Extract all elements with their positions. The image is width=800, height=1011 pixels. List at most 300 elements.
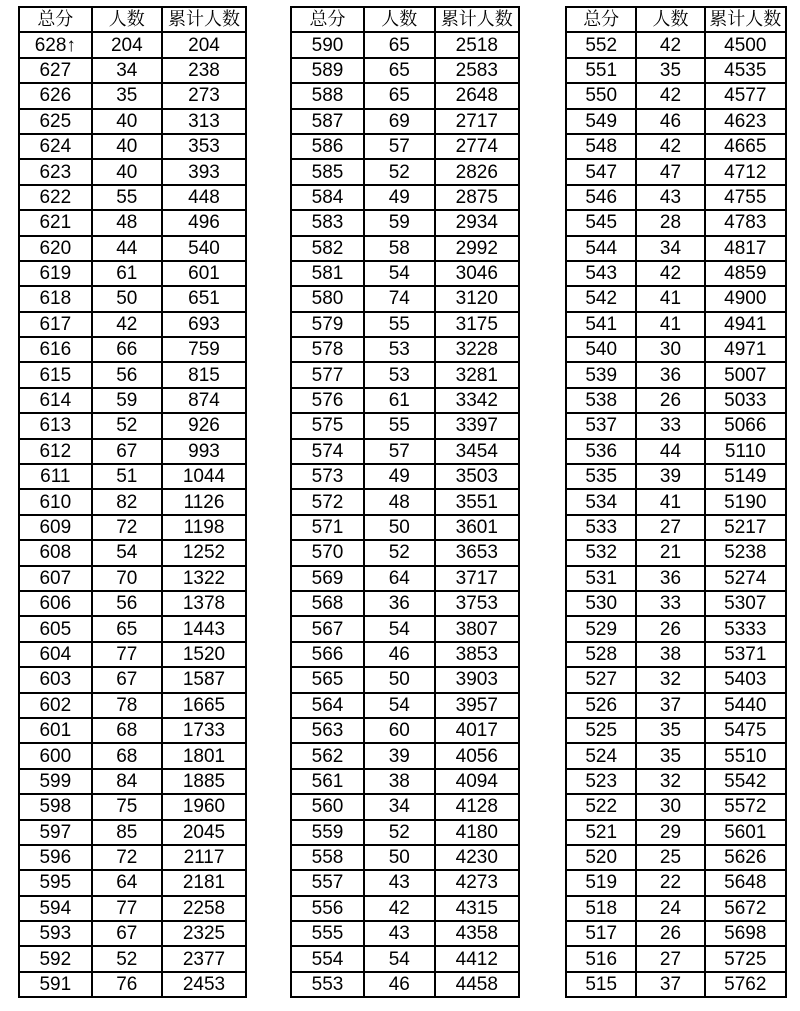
count-cell: 67 xyxy=(92,439,162,464)
count-cell: 33 xyxy=(636,591,704,616)
cumulative-count-cell: 1322 xyxy=(162,566,246,591)
count-cell: 36 xyxy=(636,362,704,387)
cumulative-count-cell: 4665 xyxy=(705,134,786,159)
total-score-cell: 570 xyxy=(291,540,364,565)
table-row xyxy=(291,515,519,540)
cumulative-count-cell: 5542 xyxy=(705,769,786,794)
total-score-cell: 578 xyxy=(291,337,364,362)
cumulative-count-cell: 4623 xyxy=(705,109,786,134)
count-cell: 37 xyxy=(636,693,704,718)
count-cell: 52 xyxy=(92,413,162,438)
count-cell: 40 xyxy=(92,109,162,134)
table-row xyxy=(19,83,246,108)
cumulative-count-cell: 3807 xyxy=(435,616,519,641)
cumulative-count-cell: 1378 xyxy=(162,591,246,616)
total-score-cell: 555 xyxy=(291,921,364,946)
table-row xyxy=(566,83,786,108)
total-score-cell: 626 xyxy=(19,83,92,108)
total-score-cell: 589 xyxy=(291,58,364,83)
table-row xyxy=(291,743,519,768)
cumulative-count-cell: 4500 xyxy=(705,32,786,57)
total-score-cell: 537 xyxy=(566,413,636,438)
table-row xyxy=(291,870,519,895)
total-score-cell: 623 xyxy=(19,159,92,184)
total-score-cell: 560 xyxy=(291,794,364,819)
cumulative-count-cell: 1252 xyxy=(162,540,246,565)
table-row xyxy=(566,489,786,514)
cumulative-count-cell: 601 xyxy=(162,261,246,286)
total-score-cell: 519 xyxy=(566,870,636,895)
count-cell: 50 xyxy=(364,667,435,692)
count-cell: 68 xyxy=(92,743,162,768)
count-cell: 40 xyxy=(92,159,162,184)
cumulative-count-cell: 2453 xyxy=(162,972,246,997)
table-row xyxy=(566,896,786,921)
cumulative-count-cell: 4358 xyxy=(435,921,519,946)
count-cell: 33 xyxy=(636,413,704,438)
total-score-cell: 606 xyxy=(19,591,92,616)
count-cell: 59 xyxy=(92,388,162,413)
total-score-cell: 597 xyxy=(19,820,92,845)
table-row xyxy=(566,946,786,971)
total-score-cell: 618 xyxy=(19,286,92,311)
table-row xyxy=(566,32,786,57)
table-row xyxy=(566,743,786,768)
header-cumulative-count: 累计人数 xyxy=(162,7,246,32)
count-cell: 65 xyxy=(364,32,435,57)
table-row xyxy=(291,540,519,565)
table-row xyxy=(19,58,246,83)
cumulative-count-cell: 2992 xyxy=(435,236,519,261)
cumulative-count-cell: 4941 xyxy=(705,312,786,337)
count-cell: 49 xyxy=(364,464,435,489)
count-cell: 84 xyxy=(92,769,162,794)
table-row xyxy=(566,972,786,997)
cumulative-count-cell: 238 xyxy=(162,58,246,83)
total-score-cell: 611 xyxy=(19,464,92,489)
cumulative-count-cell: 496 xyxy=(162,210,246,235)
cumulative-count-cell: 273 xyxy=(162,83,246,108)
cumulative-count-cell: 2717 xyxy=(435,109,519,134)
total-score-cell: 603 xyxy=(19,667,92,692)
count-cell: 40 xyxy=(92,134,162,159)
cumulative-count-cell: 4577 xyxy=(705,83,786,108)
count-cell: 41 xyxy=(636,312,704,337)
cumulative-count-cell: 5440 xyxy=(705,693,786,718)
cumulative-count-cell: 1733 xyxy=(162,718,246,743)
table-row xyxy=(291,388,519,413)
table-row xyxy=(19,312,246,337)
cumulative-count-cell: 5762 xyxy=(705,972,786,997)
total-score-cell: 533 xyxy=(566,515,636,540)
table-row xyxy=(19,388,246,413)
table-row xyxy=(566,134,786,159)
total-score-cell: 585 xyxy=(291,159,364,184)
table-row xyxy=(291,616,519,641)
count-cell: 43 xyxy=(636,185,704,210)
cumulative-count-cell: 2181 xyxy=(162,870,246,895)
count-cell: 69 xyxy=(364,109,435,134)
table-row xyxy=(19,616,246,641)
cumulative-count-cell: 5033 xyxy=(705,388,786,413)
table-row xyxy=(291,972,519,997)
table-row xyxy=(19,109,246,134)
count-cell: 42 xyxy=(636,32,704,57)
total-score-cell: 572 xyxy=(291,489,364,514)
cumulative-count-cell: 5475 xyxy=(705,718,786,743)
cumulative-count-cell: 4128 xyxy=(435,794,519,819)
count-cell: 67 xyxy=(92,921,162,946)
total-score-cell: 526 xyxy=(566,693,636,718)
total-score-cell: 518 xyxy=(566,896,636,921)
cumulative-count-cell: 5190 xyxy=(705,489,786,514)
cumulative-count-cell: 4017 xyxy=(435,718,519,743)
table-row xyxy=(291,566,519,591)
table-row xyxy=(19,921,246,946)
count-cell: 77 xyxy=(92,896,162,921)
total-score-cell: 534 xyxy=(566,489,636,514)
total-score-cell: 580 xyxy=(291,286,364,311)
cumulative-count-cell: 2045 xyxy=(162,820,246,845)
cumulative-count-cell: 4458 xyxy=(435,972,519,997)
table-row xyxy=(19,820,246,845)
table-row xyxy=(19,794,246,819)
cumulative-count-cell: 4859 xyxy=(705,261,786,286)
count-cell: 61 xyxy=(92,261,162,286)
table-row xyxy=(291,464,519,489)
count-cell: 44 xyxy=(636,439,704,464)
table-row xyxy=(19,32,246,57)
table-row xyxy=(566,515,786,540)
cumulative-count-cell: 4817 xyxy=(705,236,786,261)
table-row xyxy=(291,58,519,83)
total-score-cell: 613 xyxy=(19,413,92,438)
count-cell: 46 xyxy=(364,972,435,997)
table-row xyxy=(291,185,519,210)
cumulative-count-cell: 2826 xyxy=(435,159,519,184)
table-row xyxy=(19,566,246,591)
table-row xyxy=(566,870,786,895)
table-row xyxy=(291,820,519,845)
total-score-cell: 591 xyxy=(19,972,92,997)
total-score-cell: 604 xyxy=(19,642,92,667)
table-row xyxy=(291,134,519,159)
score-table-2 xyxy=(290,6,520,998)
table-row xyxy=(566,769,786,794)
count-cell: 54 xyxy=(92,540,162,565)
count-cell: 68 xyxy=(92,718,162,743)
table-row xyxy=(19,134,246,159)
count-cell: 56 xyxy=(92,362,162,387)
count-cell: 42 xyxy=(636,83,704,108)
table-row xyxy=(291,921,519,946)
table-row xyxy=(566,236,786,261)
table-row xyxy=(291,845,519,870)
count-cell: 39 xyxy=(364,743,435,768)
table-row xyxy=(566,921,786,946)
cumulative-count-cell: 1520 xyxy=(162,642,246,667)
header-count: 人数 xyxy=(364,7,435,32)
table-row xyxy=(291,210,519,235)
count-cell: 54 xyxy=(364,261,435,286)
table-row xyxy=(19,946,246,971)
total-score-cell: 573 xyxy=(291,464,364,489)
total-score-cell: 627 xyxy=(19,58,92,83)
cumulative-count-cell: 4315 xyxy=(435,896,519,921)
cumulative-count-cell: 4971 xyxy=(705,337,786,362)
table-row xyxy=(19,185,246,210)
cumulative-count-cell: 393 xyxy=(162,159,246,184)
cumulative-count-cell: 5149 xyxy=(705,464,786,489)
total-score-cell: 584 xyxy=(291,185,364,210)
cumulative-count-cell: 1960 xyxy=(162,794,246,819)
cumulative-count-cell: 4230 xyxy=(435,845,519,870)
table-row xyxy=(566,159,786,184)
count-cell: 46 xyxy=(364,642,435,667)
cumulative-count-cell: 4712 xyxy=(705,159,786,184)
total-score-cell: 615 xyxy=(19,362,92,387)
count-cell: 75 xyxy=(92,794,162,819)
cumulative-count-cell: 3454 xyxy=(435,439,519,464)
total-score-cell: 600 xyxy=(19,743,92,768)
table-row xyxy=(566,439,786,464)
cumulative-count-cell: 3120 xyxy=(435,286,519,311)
count-cell: 32 xyxy=(636,769,704,794)
table-row xyxy=(291,286,519,311)
cumulative-count-cell: 5672 xyxy=(705,896,786,921)
total-score-cell: 565 xyxy=(291,667,364,692)
count-cell: 54 xyxy=(364,946,435,971)
total-score-cell: 576 xyxy=(291,388,364,413)
cumulative-count-cell: 2774 xyxy=(435,134,519,159)
total-score-cell: 551 xyxy=(566,58,636,83)
table-row xyxy=(566,413,786,438)
total-score-cell: 521 xyxy=(566,820,636,845)
count-cell: 42 xyxy=(636,134,704,159)
count-cell: 35 xyxy=(92,83,162,108)
total-score-cell: 535 xyxy=(566,464,636,489)
total-score-cell: 587 xyxy=(291,109,364,134)
cumulative-count-cell: 313 xyxy=(162,109,246,134)
count-cell: 72 xyxy=(92,845,162,870)
total-score-cell: 563 xyxy=(291,718,364,743)
total-score-cell: 571 xyxy=(291,515,364,540)
table-row xyxy=(19,896,246,921)
count-cell: 85 xyxy=(92,820,162,845)
total-score-cell: 592 xyxy=(19,946,92,971)
total-score-cell: 540 xyxy=(566,337,636,362)
table-row xyxy=(566,312,786,337)
total-score-cell: 522 xyxy=(566,794,636,819)
count-cell: 66 xyxy=(92,337,162,362)
total-score-cell: 569 xyxy=(291,566,364,591)
header-cumulative-count: 累计人数 xyxy=(435,7,519,32)
table-row xyxy=(566,337,786,362)
count-cell: 34 xyxy=(92,58,162,83)
total-score-cell: 557 xyxy=(291,870,364,895)
cumulative-count-cell: 5698 xyxy=(705,921,786,946)
table-row xyxy=(566,210,786,235)
table-row xyxy=(19,439,246,464)
total-score-cell: 527 xyxy=(566,667,636,692)
table-row xyxy=(19,718,246,743)
count-cell: 64 xyxy=(364,566,435,591)
count-cell: 74 xyxy=(364,286,435,311)
total-score-cell: 536 xyxy=(566,439,636,464)
count-cell: 42 xyxy=(364,896,435,921)
table-row xyxy=(566,591,786,616)
table-row xyxy=(291,413,519,438)
cumulative-count-cell: 5572 xyxy=(705,794,786,819)
count-cell: 38 xyxy=(636,642,704,667)
header-count: 人数 xyxy=(92,7,162,32)
cumulative-count-cell: 1885 xyxy=(162,769,246,794)
cumulative-count-cell: 874 xyxy=(162,388,246,413)
total-score-cell: 628↑ xyxy=(19,32,92,57)
table-row xyxy=(291,109,519,134)
count-cell: 56 xyxy=(92,591,162,616)
total-score-cell: 599 xyxy=(19,769,92,794)
table-row xyxy=(566,845,786,870)
count-cell: 76 xyxy=(92,972,162,997)
cumulative-count-cell: 993 xyxy=(162,439,246,464)
total-score-cell: 610 xyxy=(19,489,92,514)
count-cell: 42 xyxy=(636,261,704,286)
cumulative-count-cell: 3753 xyxy=(435,591,519,616)
total-score-cell: 517 xyxy=(566,921,636,946)
total-score-cell: 617 xyxy=(19,312,92,337)
cumulative-count-cell: 4783 xyxy=(705,210,786,235)
count-cell: 48 xyxy=(364,489,435,514)
table-row xyxy=(566,693,786,718)
count-cell: 54 xyxy=(364,616,435,641)
total-score-cell: 530 xyxy=(566,591,636,616)
cumulative-count-cell: 5066 xyxy=(705,413,786,438)
total-score-cell: 531 xyxy=(566,566,636,591)
count-cell: 24 xyxy=(636,896,704,921)
cumulative-count-cell: 3903 xyxy=(435,667,519,692)
count-cell: 61 xyxy=(364,388,435,413)
table-row xyxy=(291,591,519,616)
count-cell: 50 xyxy=(92,286,162,311)
cumulative-count-cell: 1443 xyxy=(162,616,246,641)
table-row xyxy=(291,794,519,819)
table-row xyxy=(291,312,519,337)
total-score-cell: 614 xyxy=(19,388,92,413)
total-score-cell: 538 xyxy=(566,388,636,413)
cumulative-count-cell: 3397 xyxy=(435,413,519,438)
cumulative-count-cell: 5333 xyxy=(705,616,786,641)
cumulative-count-cell: 5110 xyxy=(705,439,786,464)
count-cell: 55 xyxy=(364,312,435,337)
table-row xyxy=(566,58,786,83)
total-score-cell: 529 xyxy=(566,616,636,641)
table-row xyxy=(291,261,519,286)
cumulative-count-cell: 2325 xyxy=(162,921,246,946)
table-row xyxy=(566,185,786,210)
total-score-cell: 545 xyxy=(566,210,636,235)
count-cell: 35 xyxy=(636,743,704,768)
total-score-cell: 524 xyxy=(566,743,636,768)
total-score-cell: 616 xyxy=(19,337,92,362)
cumulative-count-cell: 5238 xyxy=(705,540,786,565)
table-row xyxy=(19,362,246,387)
table-row xyxy=(291,32,519,57)
cumulative-count-cell: 5007 xyxy=(705,362,786,387)
count-cell: 41 xyxy=(636,286,704,311)
total-score-cell: 581 xyxy=(291,261,364,286)
table-row xyxy=(19,743,246,768)
table-row xyxy=(291,693,519,718)
cumulative-count-cell: 2258 xyxy=(162,896,246,921)
table-row xyxy=(19,591,246,616)
count-cell: 43 xyxy=(364,870,435,895)
count-cell: 34 xyxy=(364,794,435,819)
cumulative-count-cell: 3653 xyxy=(435,540,519,565)
count-cell: 36 xyxy=(364,591,435,616)
table-row xyxy=(19,489,246,514)
count-cell: 49 xyxy=(364,185,435,210)
count-cell: 52 xyxy=(364,540,435,565)
total-score-cell: 621 xyxy=(19,210,92,235)
total-score-cell: 594 xyxy=(19,896,92,921)
table-row xyxy=(19,337,246,362)
cumulative-count-cell: 5274 xyxy=(705,566,786,591)
cumulative-count-cell: 651 xyxy=(162,286,246,311)
count-cell: 46 xyxy=(636,109,704,134)
count-cell: 58 xyxy=(364,236,435,261)
cumulative-count-cell: 4056 xyxy=(435,743,519,768)
total-score-cell: 609 xyxy=(19,515,92,540)
total-score-cell: 596 xyxy=(19,845,92,870)
total-score-cell: 558 xyxy=(291,845,364,870)
header-row xyxy=(19,7,246,32)
table-row xyxy=(566,464,786,489)
table-row xyxy=(19,540,246,565)
table-row xyxy=(19,210,246,235)
count-cell: 29 xyxy=(636,820,704,845)
count-cell: 28 xyxy=(636,210,704,235)
table-row xyxy=(19,413,246,438)
count-cell: 50 xyxy=(364,845,435,870)
count-cell: 37 xyxy=(636,972,704,997)
total-score-cell: 554 xyxy=(291,946,364,971)
table-row xyxy=(291,896,519,921)
cumulative-count-cell: 1044 xyxy=(162,464,246,489)
table-row xyxy=(566,667,786,692)
count-cell: 26 xyxy=(636,616,704,641)
count-cell: 27 xyxy=(636,515,704,540)
cumulative-count-cell: 2648 xyxy=(435,83,519,108)
table-row xyxy=(19,972,246,997)
total-score-cell: 543 xyxy=(566,261,636,286)
table-row xyxy=(566,820,786,845)
cumulative-count-cell: 3601 xyxy=(435,515,519,540)
table-row xyxy=(566,261,786,286)
cumulative-count-cell: 926 xyxy=(162,413,246,438)
total-score-cell: 547 xyxy=(566,159,636,184)
table-row xyxy=(566,540,786,565)
cumulative-count-cell: 3046 xyxy=(435,261,519,286)
count-cell: 65 xyxy=(364,58,435,83)
header-total-score: 总分 xyxy=(566,7,636,32)
table-row xyxy=(291,489,519,514)
total-score-cell: 568 xyxy=(291,591,364,616)
cumulative-count-cell: 4094 xyxy=(435,769,519,794)
total-score-cell: 622 xyxy=(19,185,92,210)
total-score-cell: 566 xyxy=(291,642,364,667)
count-cell: 47 xyxy=(636,159,704,184)
